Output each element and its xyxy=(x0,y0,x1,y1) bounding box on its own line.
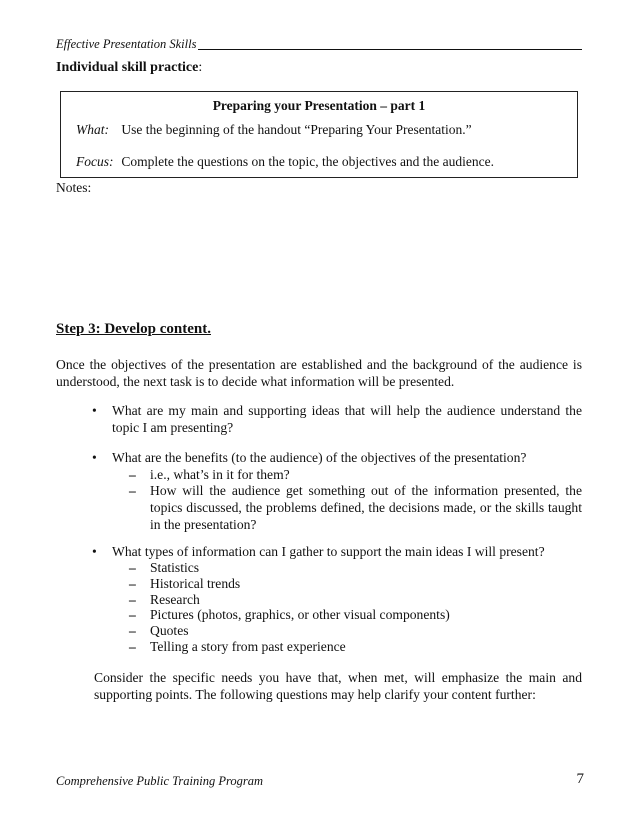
sub-bullet-item: Telling a story from past experience xyxy=(150,639,346,654)
header-rule xyxy=(190,49,582,50)
skill-practice-label-text: Individual skill practice xyxy=(56,60,199,75)
sub-bullet-item: Statistics xyxy=(150,560,200,575)
dash-marker: – xyxy=(129,592,136,607)
bullet-item: What types of information can I gather to support the main ideas I will present? xyxy=(112,544,545,559)
page-number: 7 xyxy=(576,771,584,787)
bullet-marker: • xyxy=(92,544,97,559)
bullet-item: What are the benefits (to the audience) of the objectives of the presentation? xyxy=(112,450,527,465)
practice-what-row xyxy=(76,121,569,138)
sub-bullet-item: How will the audience get something out of the information presented, the topics discussed, the problems defined, the decisions made, or the skills taught in the presentation? xyxy=(150,483,582,532)
focus-text: Complete the questions on the topic, the objectives and the audience. xyxy=(121,154,495,169)
sub-bullet-item: Quotes xyxy=(150,623,189,638)
what-label: What: xyxy=(76,122,109,137)
practice-box xyxy=(60,91,578,178)
skill-practice-label xyxy=(56,59,202,77)
dash-marker: – xyxy=(129,467,136,482)
sub-bullet-item: Historical trends xyxy=(150,576,241,591)
dash-marker: – xyxy=(129,623,136,638)
bullet-item: What are my main and supporting ideas that will help the audience understand the topic I am presenting? xyxy=(112,403,582,435)
dash-marker: – xyxy=(129,607,136,622)
practice-focus-row xyxy=(76,153,569,170)
sub-bullet-item: Research xyxy=(150,592,200,607)
intro-paragraph: Once the objectives of the presentation are established and the background of the audience is understood, the next task is to decide what information will be presented. xyxy=(56,357,582,389)
sub-bullet-item: i.e., what’s in it for them? xyxy=(150,467,290,482)
page-header xyxy=(56,36,582,52)
what-text: Use the beginning of the handout “Preparing Your Presentation.” xyxy=(121,122,472,137)
dash-marker: – xyxy=(129,483,136,498)
consider-paragraph: Consider the specific needs you have that, when met, will emphasize the main and supporting points. The following questions may help clarify your content further: xyxy=(94,670,582,702)
bullet-marker: • xyxy=(92,450,97,465)
dash-marker: – xyxy=(129,560,136,575)
focus-label: Focus: xyxy=(76,154,114,169)
header-title: Effective Presentation Skills xyxy=(56,37,197,51)
skill-practice-label-colon: : xyxy=(198,60,203,75)
step-heading: Step 3: Develop content. xyxy=(56,321,211,337)
dash-marker: – xyxy=(129,639,136,654)
dash-marker: – xyxy=(129,576,136,591)
bullet-marker: • xyxy=(92,403,97,418)
practice-box-title: Preparing your Presentation – part 1 xyxy=(212,98,426,113)
footer-program: Comprehensive Public Training Program xyxy=(56,774,264,788)
sub-bullet-item: Pictures (photos, graphics, or other visual components) xyxy=(150,607,450,622)
notes-label: Notes: xyxy=(56,180,92,195)
